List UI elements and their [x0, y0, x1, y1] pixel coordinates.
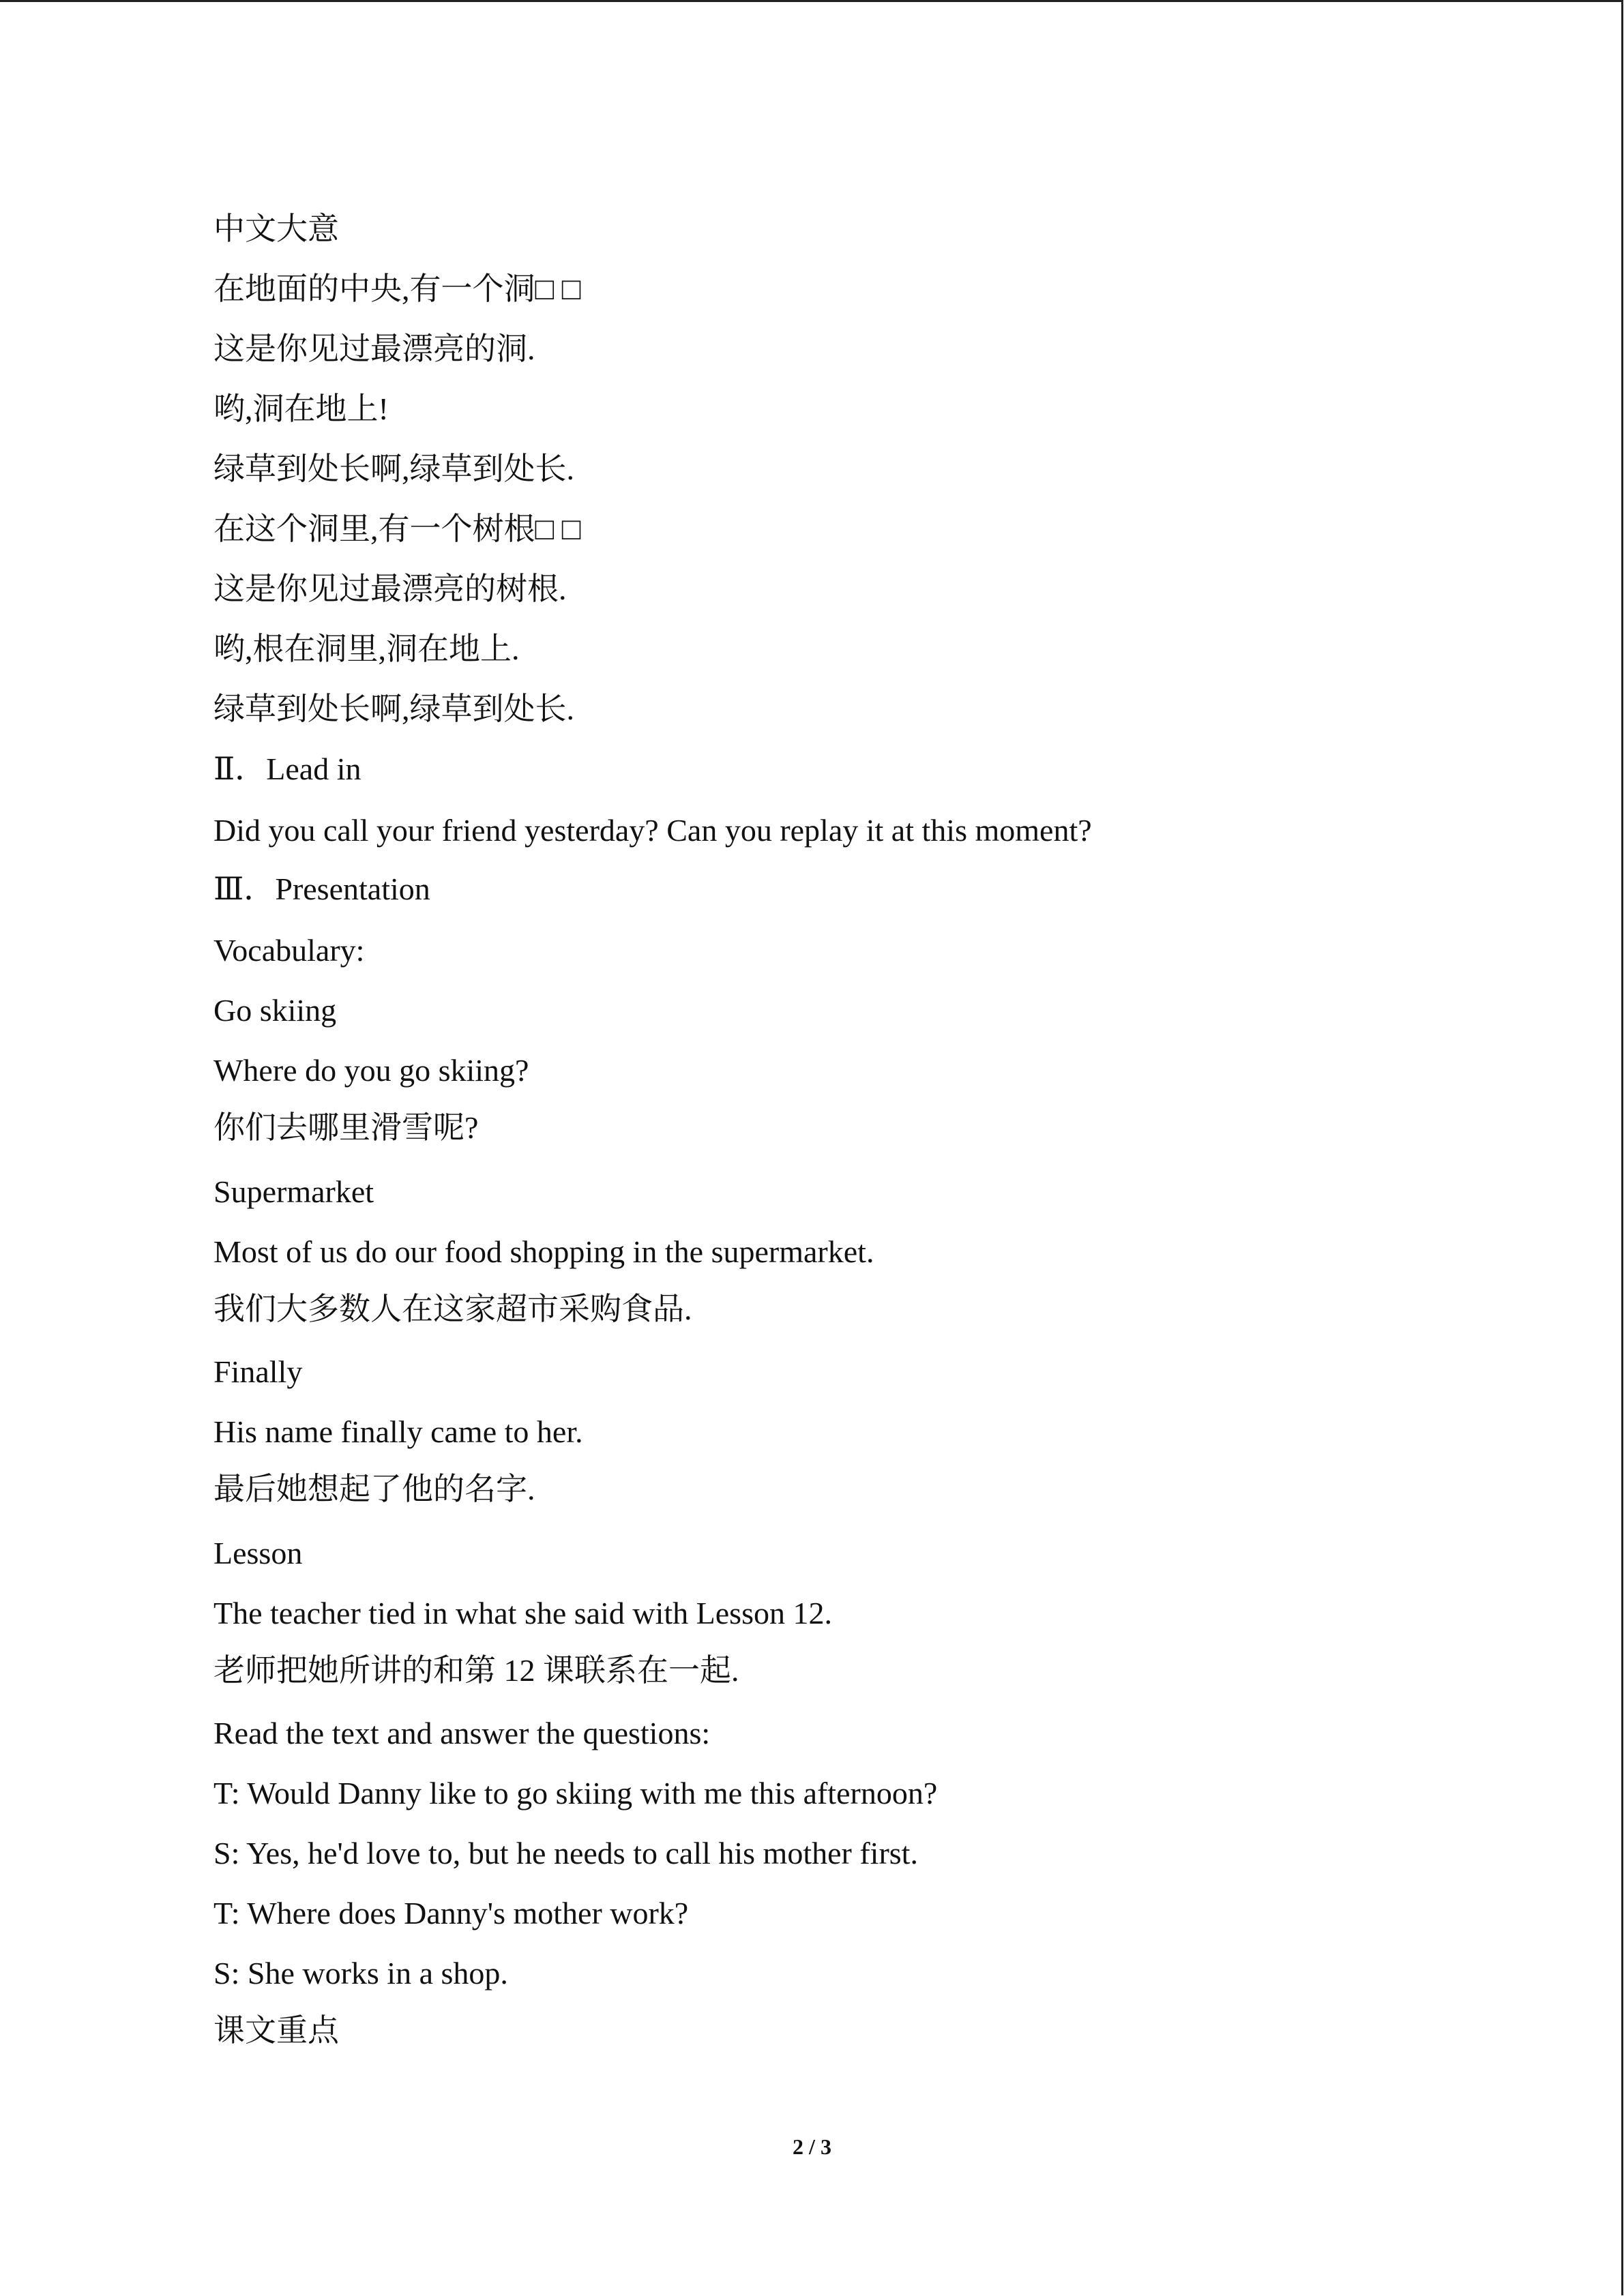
instruction-line: Read the text and answer the questions: — [213, 1716, 711, 1750]
text-line: 绿草到处长啊,绿草到处长. — [213, 691, 574, 726]
example-sentence: Where do you go skiing? — [213, 1053, 529, 1088]
example-sentence: Most of us do our food shopping in the supermarket. — [213, 1234, 874, 1269]
example-translation: 我们大多数人在这家超市采购食品. — [213, 1292, 692, 1326]
page-number: 2 / 3 — [793, 2134, 831, 2159]
text-line: 绿草到处长啊,绿草到处长. — [213, 451, 574, 486]
vocab-term: Finally — [213, 1354, 303, 1389]
dialogue-line: S: Yes, he'd love to, but he needs to call his mother first. — [213, 1836, 918, 1870]
text-line: 这是你见过最漂亮的树根. — [213, 571, 567, 606]
section-heading-presentation: Ⅲ．Presentation — [213, 871, 430, 906]
example-translation: 最后她想起了他的名字. — [213, 1472, 535, 1506]
section-heading-lead-in: Ⅱ．Lead in — [213, 751, 361, 786]
vocab-term: Go skiing — [213, 993, 337, 1028]
text-line: 在这个洞里,有一个树根□ □ — [213, 511, 581, 546]
heading-chinese-meaning: 中文大意 — [213, 211, 339, 246]
dialogue-line: T: Would Danny like to go skiing with me this afternoon? — [213, 1776, 938, 1810]
dialogue-line: T: Where does Danny's mother work? — [213, 1896, 689, 1930]
vocab-term: Supermarket — [213, 1174, 374, 1209]
example-translation: 你们去哪里滑雪呢? — [213, 1110, 479, 1145]
text-line: 这是你见过最漂亮的洞. — [213, 331, 535, 366]
text-line: Did you call your friend yesterday? Can you replay it at this moment? — [213, 813, 1092, 848]
example-sentence: The teacher tied in what she said with Lesson 12. — [213, 1596, 832, 1630]
example-translation: 老师把她所讲的和第 12 课联系在一起. — [213, 1653, 739, 1688]
heading-text-key-points: 课文重点 — [213, 2013, 339, 2048]
vocab-term: Lesson — [213, 1536, 303, 1570]
dialogue-line: S: She works in a shop. — [213, 1956, 508, 1991]
example-sentence: His name finally came to her. — [213, 1414, 583, 1449]
text-line: 哟,根在洞里,洞在地上. — [213, 631, 520, 666]
text-line: 哟,洞在地上! — [213, 391, 389, 426]
text-line: 在地面的中央,有一个洞□ □ — [213, 271, 581, 306]
vocabulary-label: Vocabulary: — [213, 933, 365, 968]
